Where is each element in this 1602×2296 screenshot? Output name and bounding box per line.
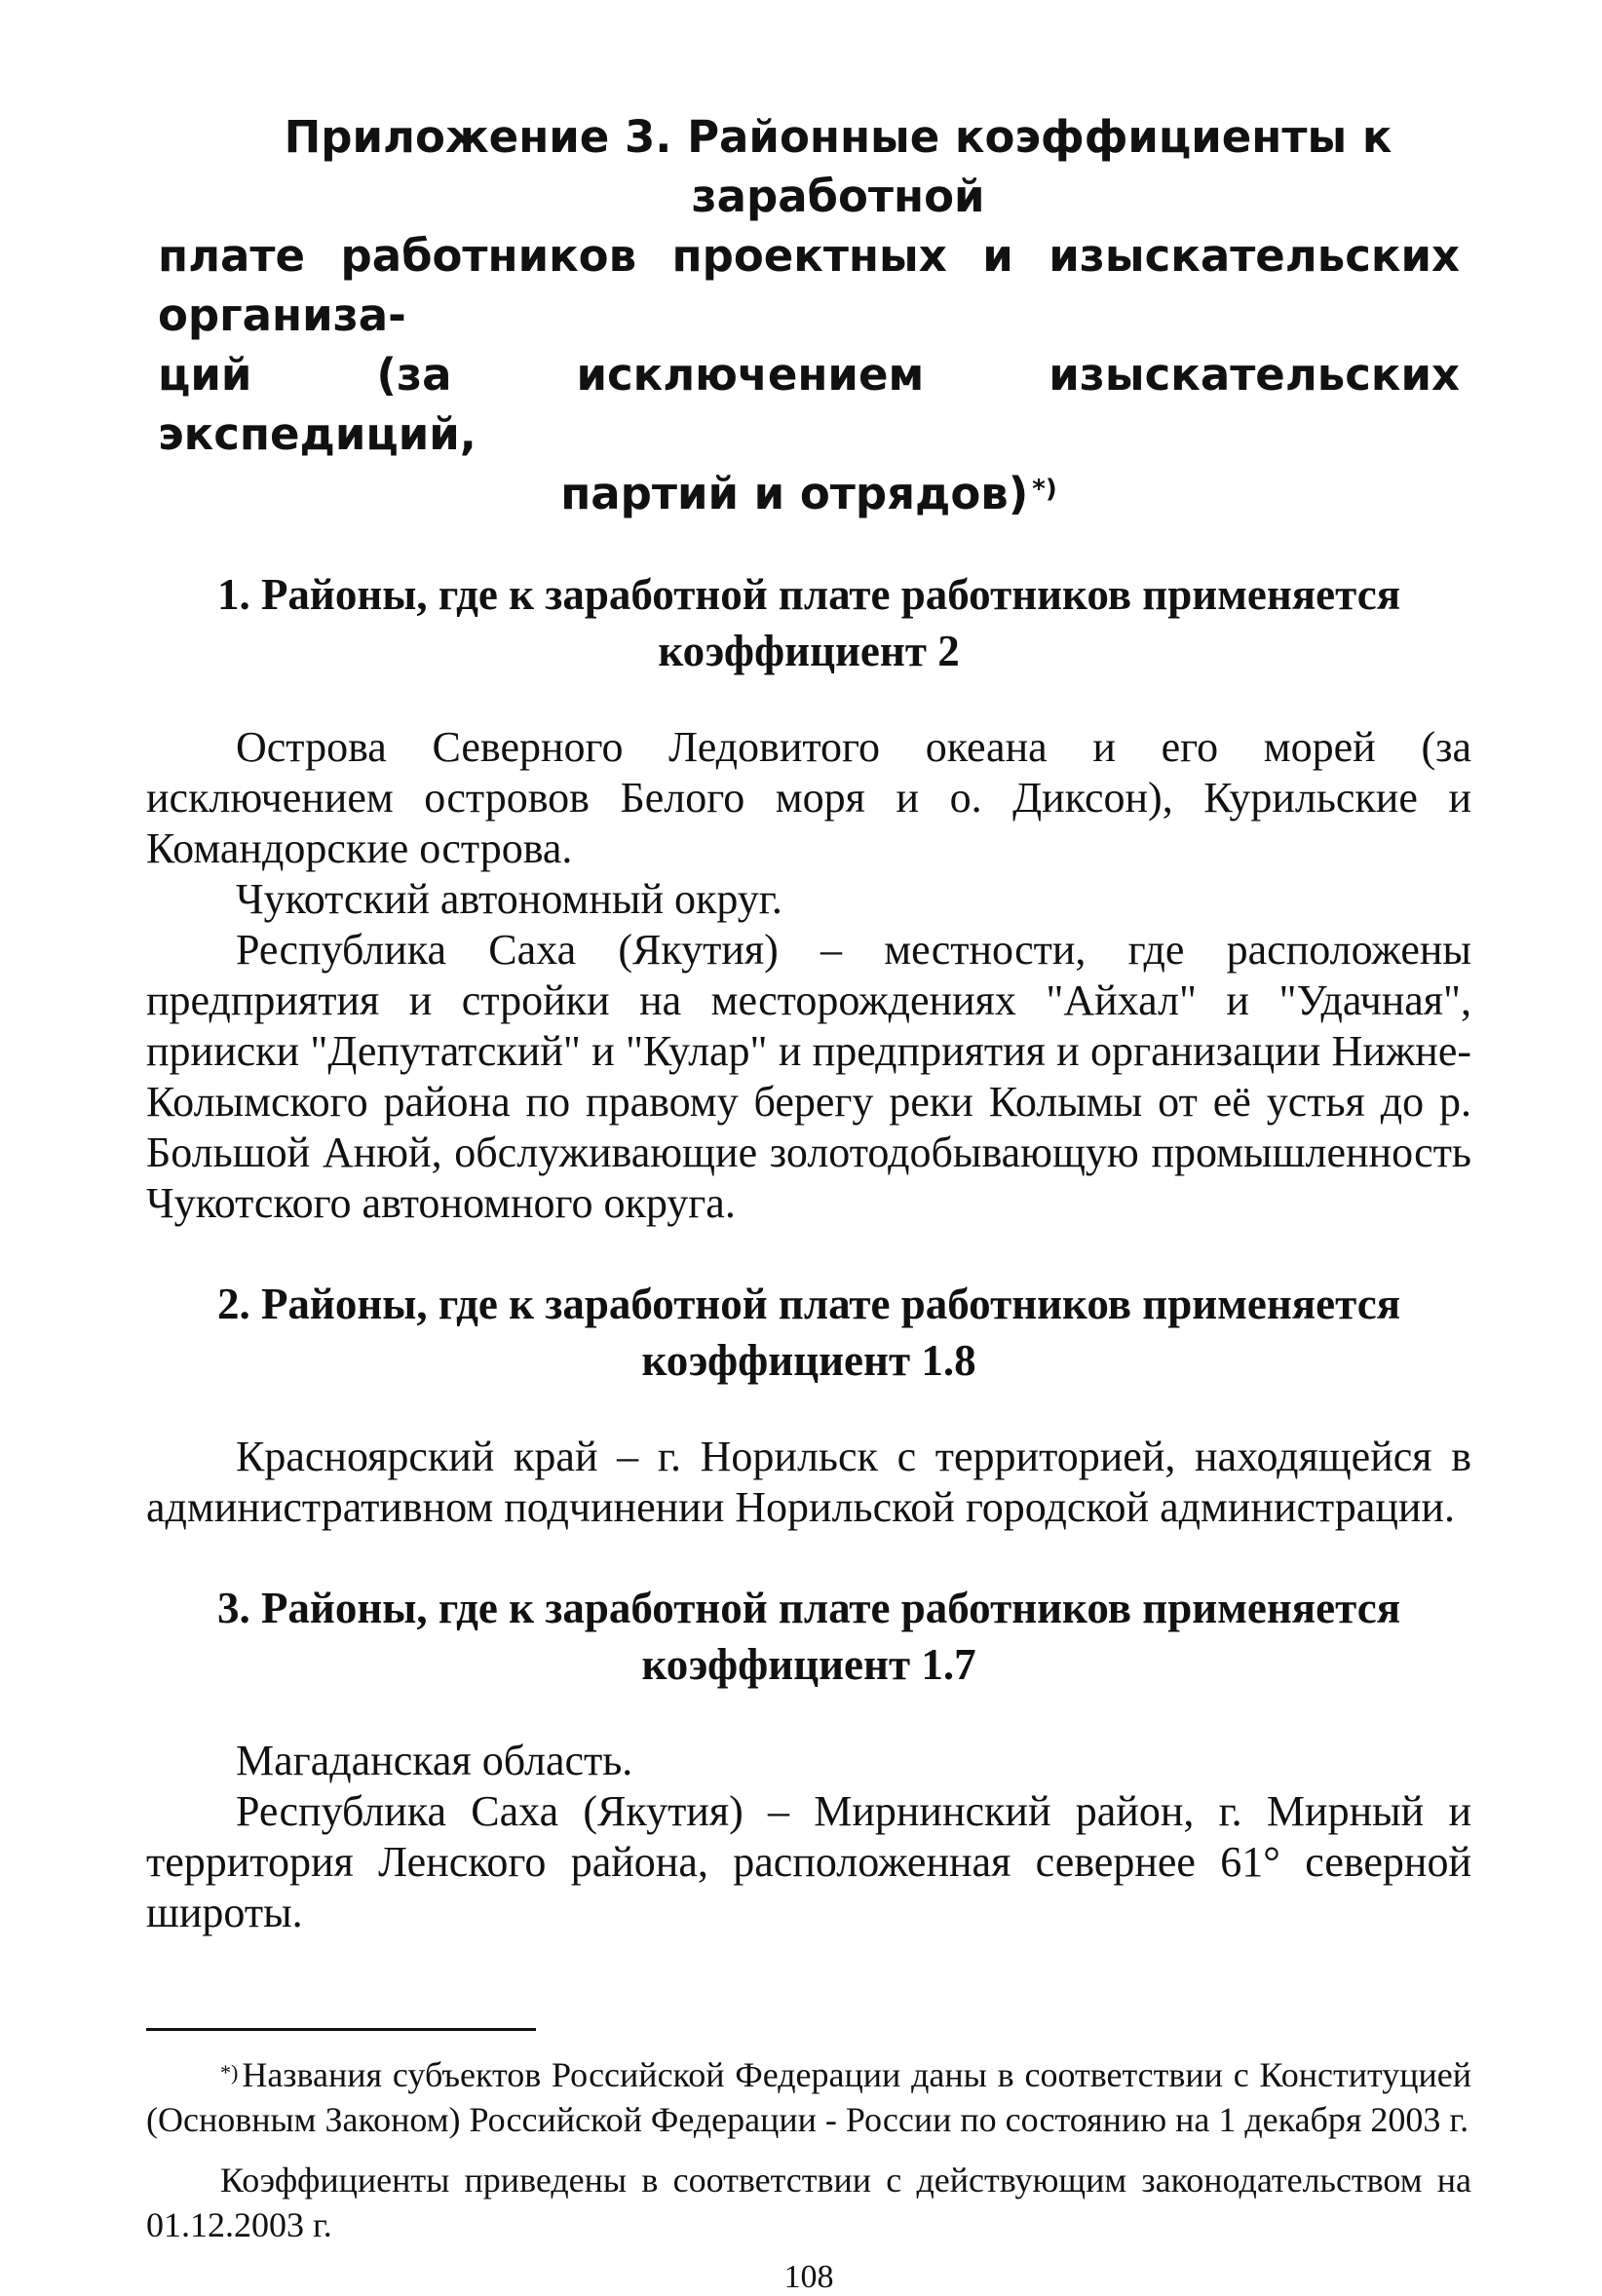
paragraph: Республика Саха (Якутия) – местности, где расположены предприятия и стройки на месторождениях "Айхал" и "Удачная", прииски "Депутатский" и "Кулар" и предприятия и организации Нижне-Колымского района по правому берегу реки Колымы от её устья до р. Большой Анюй, обслуживающие золотодобывающую промышленность Чукотского автономного округа. bbox=[146, 926, 1471, 1227]
footnote-reference: *) bbox=[1032, 475, 1057, 504]
paragraph: Магаданская область. bbox=[236, 1737, 633, 1784]
section-heading-line: коэффициент 1.8 bbox=[641, 1336, 976, 1385]
footnote bbox=[146, 2052, 1471, 2142]
section-heading-line: 3. Районы, где к заработной плате работников применяется bbox=[216, 1584, 1401, 1632]
paragraph: Красноярский край – г. Норильск с территорией, находящейся в административном подчинении Норильской городской администрации. bbox=[146, 1433, 1471, 1531]
title-line: ций (за исключением изыскательских экспедиций, bbox=[158, 349, 1460, 460]
section-heading bbox=[146, 1580, 1471, 1693]
title-line bbox=[158, 464, 1460, 523]
footnote-mark: *) bbox=[220, 2060, 239, 2085]
section-heading-line: коэффициент 1.7 bbox=[641, 1640, 976, 1689]
title-line: Приложение 3. Районные коэффициенты к заработной bbox=[284, 111, 1392, 222]
title-line-text: партий и отрядов) bbox=[560, 468, 1029, 519]
document-page bbox=[146, 107, 1471, 2296]
paragraph: Чукотский автономный округ. bbox=[236, 875, 782, 923]
paragraph: Республика Саха (Якутия) – Мирнинский район, г. Мирный и территория Ленского района, расположенная севернее 61° северной широты. bbox=[146, 1787, 1471, 1936]
section-heading-line: 1. Районы, где к заработной плате работников применяется bbox=[216, 570, 1401, 619]
footnote: Коэффициенты приведены в соответствии с действующим законодательством на 01.12.2003 г. bbox=[146, 2161, 1471, 2244]
appendix-title bbox=[146, 107, 1471, 523]
section-heading-line: коэффициент 2 bbox=[658, 627, 960, 675]
paragraph: Острова Северного Ледовитого океана и его морей (за исключением островов Белого моря и о. Диксон), Курильские и Командорские острова. bbox=[146, 723, 1471, 872]
title-line: плате работников проектных и изыскательских организа- bbox=[158, 230, 1460, 341]
section-heading bbox=[146, 1276, 1471, 1389]
section-heading bbox=[146, 566, 1471, 679]
footnote-text: Названия субъектов Российской Федерации даны в соответствии с Конституцией (Основным Законом) Российской Федерации - России по состоянию на 1 декабря 2003 г. bbox=[146, 2055, 1471, 2139]
page-number: 108 bbox=[783, 2259, 834, 2295]
section-heading-line: 2. Районы, где к заработной плате работников применяется bbox=[216, 1280, 1401, 1328]
footnote-divider bbox=[146, 2028, 536, 2031]
